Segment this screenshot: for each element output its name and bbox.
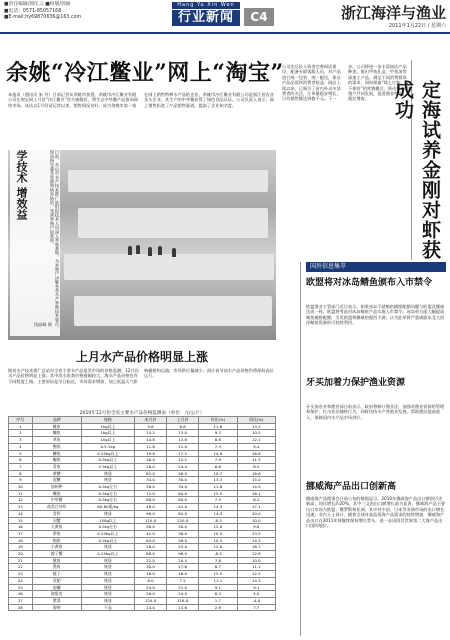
table-cell: 16.8 xyxy=(237,450,275,457)
table-cell: 鲤鱼 xyxy=(32,443,81,450)
table-cell: 8 xyxy=(9,470,33,477)
table-cell: 12.8 xyxy=(237,551,275,558)
news-headline: 牙买加着力保护渔业资源 xyxy=(306,378,406,388)
table-cell: 黄鳝 xyxy=(32,470,81,477)
table-row xyxy=(9,597,276,604)
table-cell: 10.0 xyxy=(237,557,275,564)
table-cell: 15 xyxy=(9,517,33,524)
table-cell: 8.0 xyxy=(134,577,166,584)
table-row xyxy=(9,437,276,444)
table-cell: 0.5kg左右 xyxy=(81,524,134,531)
issue-date: 2011年1月22日 / 星期六 xyxy=(388,23,446,29)
table-cell: 7.5 xyxy=(199,497,237,504)
masthead-rule xyxy=(0,32,450,34)
table-cell: 统货 xyxy=(81,470,134,477)
table-cell: 11.1 xyxy=(237,564,275,571)
table-cell: 13.2 xyxy=(237,423,275,430)
table-cell: 14.3 xyxy=(199,510,237,517)
table-cell: 6.2 xyxy=(237,497,275,504)
email-line: ■E-mail:hy69870636@163.com xyxy=(4,15,82,21)
table-cell: 9.8 xyxy=(237,524,275,531)
table-cell: 8.7 xyxy=(199,564,237,571)
table-cell: 27 xyxy=(9,597,33,604)
table-cell: 14.8 xyxy=(134,437,166,444)
photo-title: 学技术 增效益 xyxy=(15,150,28,220)
column-divider xyxy=(300,262,301,636)
table-cell: 96.0 xyxy=(134,510,166,517)
person-figure xyxy=(136,245,140,254)
table-cell: 88.0 xyxy=(134,551,166,558)
price-body: 据省水产技术推广总站对全省主要水产品批发市场的价格监测，12月份水产品价格明显上涨。其中淡水鱼类价格涨幅较大，海水产品价格也有不同程度上扬。主要原因是节日临近，市场需求增加，加之低温天气影响捕捞和运输，市场供应量减少。预计春节前水产品价格仍将保持高位运行。 xyxy=(8,368,274,384)
table-cell: 24.4 xyxy=(167,463,199,470)
table-cell: 42.0 xyxy=(167,504,199,511)
table-cell: 120.0 xyxy=(167,517,199,524)
table-cell: 17.2 xyxy=(167,450,199,457)
table-row xyxy=(9,504,276,511)
table-cell: 12 xyxy=(9,497,33,504)
table-cell: 150g以上 xyxy=(81,517,134,524)
table-cell: 9 xyxy=(9,477,33,484)
table-row xyxy=(9,517,276,524)
table-row xyxy=(9,557,276,564)
table-cell: 海带 xyxy=(32,604,81,611)
pond-surface xyxy=(64,254,274,280)
table-cell: 64.0 xyxy=(167,490,199,497)
table-cell: 1kg以上 xyxy=(81,437,134,444)
table-cell: 鳙鱼 xyxy=(32,430,81,437)
table-cell: 24.0 xyxy=(167,591,199,598)
table-cell: 10.5 xyxy=(237,430,275,437)
table-header-row xyxy=(9,417,276,424)
table-cell: 鳊鱼 xyxy=(32,457,81,464)
table-row xyxy=(9,577,276,584)
table-cell: 2.9 xyxy=(199,604,237,611)
table-cell: 鲳鱼 xyxy=(32,537,81,544)
table-cell: 7.9 xyxy=(199,457,237,464)
table-row xyxy=(9,571,276,578)
table-cell: 17 xyxy=(9,530,33,537)
table-row xyxy=(9,457,276,464)
table-cell: 72.0 xyxy=(134,490,166,497)
table-row xyxy=(9,604,276,611)
table-cell: 0.5kg左右 xyxy=(81,484,134,491)
table-row xyxy=(9,530,276,537)
table-cell: 58.0 xyxy=(167,537,199,544)
table-cell: 16.4 xyxy=(134,457,166,464)
table-cell: 60-80尾/kg xyxy=(81,504,134,511)
table-cell: 10.5 xyxy=(199,530,237,537)
table-cell: 12.5 xyxy=(199,571,237,578)
table-cell: 16.1 xyxy=(237,490,275,497)
table-cell: 13 xyxy=(9,504,33,511)
table-cell: 11.8 xyxy=(199,484,237,491)
table-row xyxy=(9,423,276,430)
table-cell: 0.25kg以上 xyxy=(81,450,134,457)
table-cell: 15.2 xyxy=(167,457,199,464)
table-cell: 16.0 xyxy=(167,571,199,578)
table-cell: 62.0 xyxy=(134,470,166,477)
person-figure xyxy=(128,246,132,255)
table-cell: 9.6 xyxy=(134,423,166,430)
table-cell: 1 xyxy=(9,423,33,430)
news-body: 欧盟渔业主管部门近日表示，如果冰岛不就鲭鱼捕捞配额问题与欧盟及挪威达成一致，欧盟将考虑对冰岛鲭鱼产品实施入市禁令。冰岛单方面大幅提高鲭鱼捕捞配额，引发欧盟和挪威的强烈不满，认为此举将严重威胁东北大西洋鲭鱼资源的可持续利用。 xyxy=(306,304,445,326)
table-cell: 梭子蟹 xyxy=(32,551,81,558)
table-cell: 84.0 xyxy=(167,510,199,517)
table-cell: 4.0 xyxy=(237,591,275,598)
table-cell: 118.0 xyxy=(167,597,199,604)
table-row xyxy=(9,470,276,477)
table-row xyxy=(9,591,276,598)
table-cell: 11 xyxy=(9,490,33,497)
table-cell: 0.25kg以上 xyxy=(81,530,134,537)
table-row xyxy=(9,450,276,457)
table-cell: 0.5kg左右 xyxy=(81,490,134,497)
table-cell: 泥螺 xyxy=(32,584,81,591)
table-cell: 7 xyxy=(9,463,33,470)
table-cell: 19.6 xyxy=(134,450,166,457)
column-header: 环比(%) xyxy=(199,417,237,424)
table-cell: 14.0 xyxy=(199,450,237,457)
table-row xyxy=(9,544,276,551)
table-cell: 86.0 xyxy=(134,497,166,504)
table-cell: 蛏子 xyxy=(32,571,81,578)
table-cell: 18.0 xyxy=(134,571,166,578)
table-cell: 12.5 xyxy=(199,490,237,497)
pond-surface xyxy=(68,170,268,192)
table-cell: 带鱼 xyxy=(32,530,81,537)
table-row xyxy=(9,443,276,450)
table-cell: 9.4 xyxy=(237,443,275,450)
table-cell: 22.0 xyxy=(134,557,166,564)
column-header: 同比(%) xyxy=(237,417,275,424)
table-cell: 1kg以上 xyxy=(81,430,134,437)
table-cell: 42.0 xyxy=(134,530,166,537)
lead-headline: 余姚“冷江鳖业”网上“淘宝” xyxy=(6,60,284,86)
table-cell: 7.3 xyxy=(199,443,237,450)
table-cell: 56.0 xyxy=(167,470,199,477)
table-cell: 12.0 xyxy=(199,544,237,551)
news-body: 牙买加农业和渔业部日前表示，政府将修订渔业法，加强对渔业资源的管理和保护，打击非法捕捞行为，同时扶持水产养殖业发展，帮助渔民提高收入，保障国内水产品市场供应。 xyxy=(306,404,445,420)
table-cell: -4.0 xyxy=(237,597,275,604)
table-cell: 泥鳅 xyxy=(32,477,81,484)
table-cell: 24.0 xyxy=(134,584,166,591)
photo-caption: 日前，舟山市水产技术推广站组织技术人员深入养殖基地，为养殖户讲解冬季水产养殖技术要点，现场指导越冬管理和病害防治，受到养殖户的欢迎。 xyxy=(50,150,60,331)
table-cell: 12.0 xyxy=(199,524,237,531)
table-cell: 鲫鱼 xyxy=(32,450,81,457)
table-cell: 统货 xyxy=(81,564,134,571)
news-column-bar: 国外信息集萃 xyxy=(306,262,446,272)
table-cell: 19 xyxy=(9,544,33,551)
table-cell: 8.8 xyxy=(199,437,237,444)
table-cell: 48.0 xyxy=(134,504,166,511)
table-cell: 14.5 xyxy=(237,484,275,491)
table-cell: 13.6 xyxy=(167,604,199,611)
table-row xyxy=(9,430,276,437)
table-cell: 6 xyxy=(9,457,33,464)
table-cell: 24 xyxy=(9,577,33,584)
table-cell: 5 xyxy=(9,450,33,457)
table-cell: 统货 xyxy=(81,584,134,591)
column-header: 规格 xyxy=(81,417,134,424)
table-cell: 1.7 xyxy=(199,597,237,604)
table-cell: 14.2 xyxy=(134,430,166,437)
side-headline: 定海试养金刚对虾获成功 xyxy=(392,80,441,260)
table-cell: 草鱼 xyxy=(32,437,81,444)
table-cell: 13.3 xyxy=(199,477,237,484)
page-number: C4 xyxy=(244,8,274,26)
table-row xyxy=(9,510,276,517)
table-cell: 鲢鱼 xyxy=(32,423,81,430)
pond-surface xyxy=(74,296,272,326)
news-headline: 欧盟将对冰岛鲭鱼颁布入市禁令 xyxy=(306,278,433,288)
table-cell: 18 xyxy=(9,537,33,544)
table-cell: 56.0 xyxy=(134,524,166,531)
table-cell: 统货 xyxy=(81,577,134,584)
table-cell: 22.0 xyxy=(167,584,199,591)
table-cell: 23.5 xyxy=(237,530,275,537)
column-header: 本月价 xyxy=(134,417,166,424)
table-cell: 鱿鱼 xyxy=(32,557,81,564)
table-cell: 10 xyxy=(9,484,33,491)
column-header: 序号 xyxy=(9,417,33,424)
table-row xyxy=(9,477,276,484)
table-row xyxy=(9,564,276,571)
table-cell: 0.5-1kg xyxy=(81,443,134,450)
table-cell: 11.3 xyxy=(237,457,275,464)
table-cell: 11.6 xyxy=(199,423,237,430)
table-row xyxy=(9,497,276,504)
table-cell: 21 xyxy=(9,557,33,564)
table-row xyxy=(9,463,276,470)
table-row xyxy=(9,490,276,497)
table-cell: 7.2 xyxy=(167,577,199,584)
person-figure xyxy=(158,246,162,255)
table-cell: 34.0 xyxy=(134,477,166,484)
table-cell: 50.0 xyxy=(167,524,199,531)
table-cell: 10.7 xyxy=(199,470,237,477)
table-cell: 38.0 xyxy=(134,484,166,491)
table-cell: 统货 xyxy=(81,597,134,604)
table-cell: 17.1 xyxy=(237,504,275,511)
table-cell: 15.0 xyxy=(237,477,275,484)
table-cell: 0.5kg以上 xyxy=(81,457,134,464)
news-body: 挪威海产品理事会日前公布的数据显示，2010年挪威海产品出口额创历史新高，同比增长约20%，其中三文鱼出口额增长最为显著。挪威海产品主要出口市场为欧盟、俄罗斯和亚洲，其中对中国、日本等亚洲市场的出口增长迅速。业内人士预计，随着全球对高品质海产品需求的持续增加，挪威海产品出口在2011年将继续保持增长势头，进一步巩固其世界第二大海产品出口国的地位。 xyxy=(306,496,446,529)
pond-surface xyxy=(78,208,268,238)
table-cell: 大黄鱼 xyxy=(32,524,81,531)
table-cell: 80.0 xyxy=(167,497,199,504)
table-cell: 22 xyxy=(9,564,33,571)
column-header: 品种 xyxy=(32,417,81,424)
table-cell: 11.1 xyxy=(199,577,237,584)
table-cell: 26.0 xyxy=(134,463,166,470)
table-cell: 20 xyxy=(9,551,33,558)
table-cell: 25.0 xyxy=(167,544,199,551)
table-cell: 13.0 xyxy=(167,430,199,437)
table-cell: 14.3 xyxy=(199,504,237,511)
price-headline: 上月水产品价格明显上涨 xyxy=(75,350,208,364)
middle-article-body: 公司先后投入资金完善网店建设，配备专职客服人员，对产品进行统一包装、统一配送，保证产品品质和消费者权益。网店上线以来，已吸引了省内外众多消费者的关注，订单量稳步增长，日均销售额达到数千元。下一步，公司将进一步丰富网店产品种类，推出甲鱼礼盒、甲鱼汤等深加工产品，满足不同消费群体的需求，同时探索“线上订购、线下体验”的营销模式，带动周边养殖户共同发展，促进渔业增效、渔民增收。 xyxy=(282,64,409,102)
table-row xyxy=(9,537,276,544)
table-cell: 0.25kg以上 xyxy=(81,551,134,558)
table-cell: 16 xyxy=(9,524,33,531)
table-cell: 8.6 xyxy=(167,423,199,430)
table-cell: 河蟹 xyxy=(32,517,81,524)
table-cell: 南美白对虾 xyxy=(32,504,81,511)
table-cell: 27.6 xyxy=(167,564,199,571)
table-cell: 30.0 xyxy=(134,564,166,571)
table-row xyxy=(9,584,276,591)
table-cell: 青鱼 xyxy=(32,463,81,470)
table-cell: 11.8 xyxy=(134,443,166,450)
news-headline: 挪威海产品出口创新高 xyxy=(306,482,397,492)
table-cell: 3 xyxy=(9,437,33,444)
table-cell: 墨鱼 xyxy=(32,564,81,571)
table-cell: 120.0 xyxy=(134,597,166,604)
table-cell: 8.3 xyxy=(199,591,237,598)
table-cell: 统货 xyxy=(81,557,134,564)
table-cell: 9.2 xyxy=(199,430,237,437)
table-cell: 中华鳖 xyxy=(32,497,81,504)
table-cell: 鳜鱼 xyxy=(32,490,81,497)
masthead xyxy=(0,0,450,34)
table-cell: 96.0 xyxy=(167,551,199,558)
table-cell: 小黄鱼 xyxy=(32,544,81,551)
table-cell: 14.3 xyxy=(237,577,275,584)
column-header: 上月价 xyxy=(167,417,199,424)
person-figure xyxy=(172,248,176,257)
table-cell: 统货 xyxy=(81,544,134,551)
table-cell: 20.4 xyxy=(167,557,199,564)
contact-info xyxy=(4,2,154,22)
table-cell: 30.0 xyxy=(167,477,199,484)
table-cell: 13.6 xyxy=(167,437,199,444)
table-cell: 12.5 xyxy=(237,571,275,578)
table-cell: 6.6 xyxy=(199,463,237,470)
table-cell: 110.0 xyxy=(134,517,166,524)
table-cell: 0.2kg以上 xyxy=(81,537,134,544)
table-cell: 干品 xyxy=(81,604,134,611)
table-cell: 26.0 xyxy=(134,591,166,598)
table-cell: 统货 xyxy=(81,571,134,578)
table-cell: 64.0 xyxy=(134,537,166,544)
lead-body: 本报讯（通讯员 朱 丹）日前记者从余姚市获悉，余姚市冷江鳖业有限公司在淘宝网上开设“冷江鳖业”官方旗舰店，将生态中华鳖产品推向网络市场。该店自1月份试运营以来，销售情况良好，成为余姚市第一家在网上销售特种水产品的企业。余姚市冷江鳖业有限公司是浙江省农业龙头企业，其生产的中华鳖获得了绿色食品认证。公司负责人表示，网上销售拓宽了产品销售渠道，提高了企业知名度。 xyxy=(8,92,274,108)
table-cell: 7.7 xyxy=(237,604,275,611)
table-cell: 14.0 xyxy=(134,604,166,611)
table-cell: 花蛤 xyxy=(32,577,81,584)
table-cell: 23 xyxy=(9,571,33,578)
table-cell: 8.2 xyxy=(237,463,275,470)
newspaper-logo: 浙江海洋与渔业 xyxy=(340,4,446,22)
table-cell: 20.0 xyxy=(237,510,275,517)
table-cell: 统货 xyxy=(81,591,134,598)
table-cell: -8.3 xyxy=(199,517,237,524)
table-cell: 7.8 xyxy=(199,557,237,564)
table-cell: 海蜇皮 xyxy=(32,591,81,598)
table-cell: 34.0 xyxy=(167,484,199,491)
table-cell: 16.7 xyxy=(237,544,275,551)
table-cell: 9.1 xyxy=(199,584,237,591)
table-cell: 1kg以上 xyxy=(81,423,134,430)
table-cell: 2 xyxy=(9,430,33,437)
table-row xyxy=(9,551,276,558)
editor-line: ■责任编辑/郭匡云 ■组版/郭丽 xyxy=(4,2,71,7)
section-title: 行业新闻 xyxy=(172,10,240,26)
table-cell: 25 xyxy=(9,584,33,591)
table-cell: 紫菜 xyxy=(32,597,81,604)
table-cell: 青虾 xyxy=(32,510,81,517)
table-cell: 2.5kg以上 xyxy=(81,463,134,470)
table-cell: 18.6 xyxy=(237,470,275,477)
table-cell: 28.0 xyxy=(134,544,166,551)
section-latin-name: Hang Yu Xin Wen xyxy=(172,2,240,9)
photo-credit: 钱丽峰 摄 xyxy=(33,322,52,327)
table-cell: 9.1 xyxy=(237,584,275,591)
table-cell: 10.0 xyxy=(237,517,275,524)
table-cell: 统货 xyxy=(81,510,134,517)
table-cell: 加州鲈 xyxy=(32,484,81,491)
price-table xyxy=(8,416,276,611)
table-cell: 14.3 xyxy=(237,537,275,544)
table-cell: 38.0 xyxy=(167,530,199,537)
price-table-title: 2010年12月份全省主要水产品价格监测表（单位：元/公斤） xyxy=(79,411,205,416)
table-cell: -8.3 xyxy=(199,551,237,558)
table-cell: 28 xyxy=(9,604,33,611)
phone-line: ■电话：0571-85057168 xyxy=(4,8,62,14)
table-cell: 统货 xyxy=(81,477,134,484)
table-cell: 12.1 xyxy=(237,437,275,444)
table-cell: 14 xyxy=(9,510,33,517)
table-cell: 26 xyxy=(9,591,33,598)
person-figure xyxy=(148,247,152,256)
table-cell: 4 xyxy=(9,443,33,450)
table-row xyxy=(9,524,276,531)
table-row xyxy=(9,484,276,491)
table-cell: 11.0 xyxy=(167,443,199,450)
table-body xyxy=(9,423,276,611)
table-cell: 0.5kg左右 xyxy=(81,497,134,504)
table-cell: 10.3 xyxy=(199,537,237,544)
